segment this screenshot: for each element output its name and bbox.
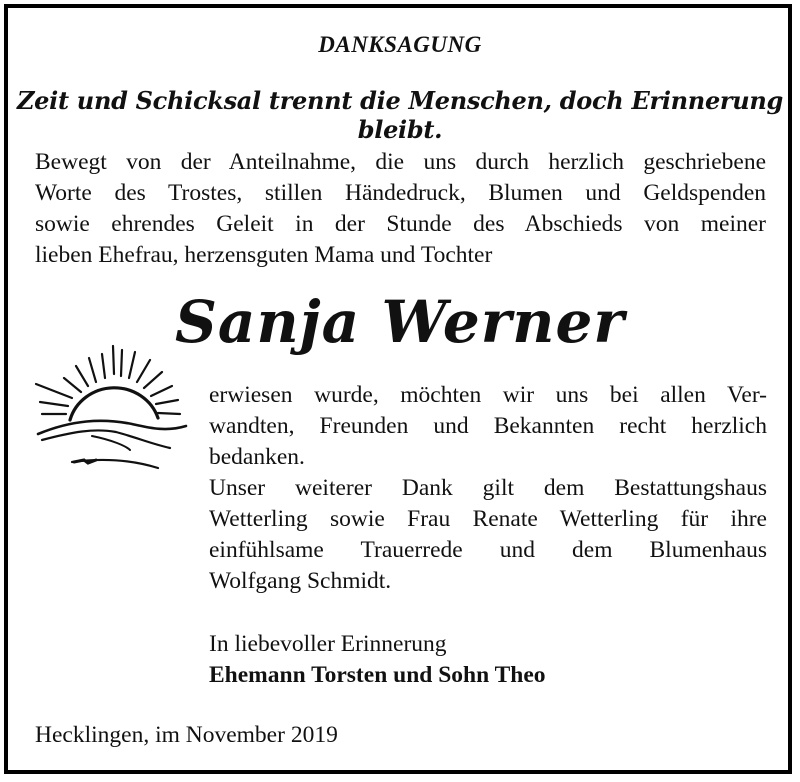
body-line: Wetterling sowie Frau Renate Wetterling für ihre: [209, 506, 767, 532]
intro-line: sowie ehrendes Geleit in der Stunde des Abschieds von meiner: [35, 211, 766, 237]
intro-paragraph: [35, 147, 766, 271]
body-line: bedanken.: [209, 444, 305, 470]
body-line: wandten, Freunden und Bekannten recht herzlich: [209, 413, 767, 439]
closing-block: [209, 629, 769, 691]
body-line: erwiesen wurde, möchten wir uns bei allen Ver-: [209, 382, 767, 408]
intro-line: lieben Ehefrau, herzensguten Mama und Tochter: [35, 242, 493, 268]
sunset-over-hills-icon: [32, 340, 192, 475]
notice-heading: DANKSAGUNG: [318, 32, 482, 57]
body-line: einfühlsame Trauerrede und dem Blumenhaus: [209, 537, 767, 563]
notice-motto: Zeit und Schicksal trennt die Menschen, doch Erinnerung bleibt.: [16, 86, 784, 144]
closing-phrase: In liebevoller Erinnerung: [209, 631, 447, 657]
intro-line: Worte des Trostes, stillen Händedruck, Blumen und Geldspenden: [35, 180, 766, 206]
body-line: Unser weiterer Dank gilt dem Bestattungshaus: [209, 475, 767, 501]
thanks-paragraph: [209, 380, 767, 597]
signers: Ehemann Torsten und Sohn Theo: [209, 662, 546, 688]
body-line: Wolfgang Schmidt.: [209, 568, 392, 594]
intro-line: Bewegt von der Anteilnahme, die uns durch herzlich geschriebene: [35, 149, 766, 175]
place-date: Hecklingen, im November 2019: [35, 722, 338, 748]
deceased-name: Sanja Werner: [175, 288, 625, 356]
